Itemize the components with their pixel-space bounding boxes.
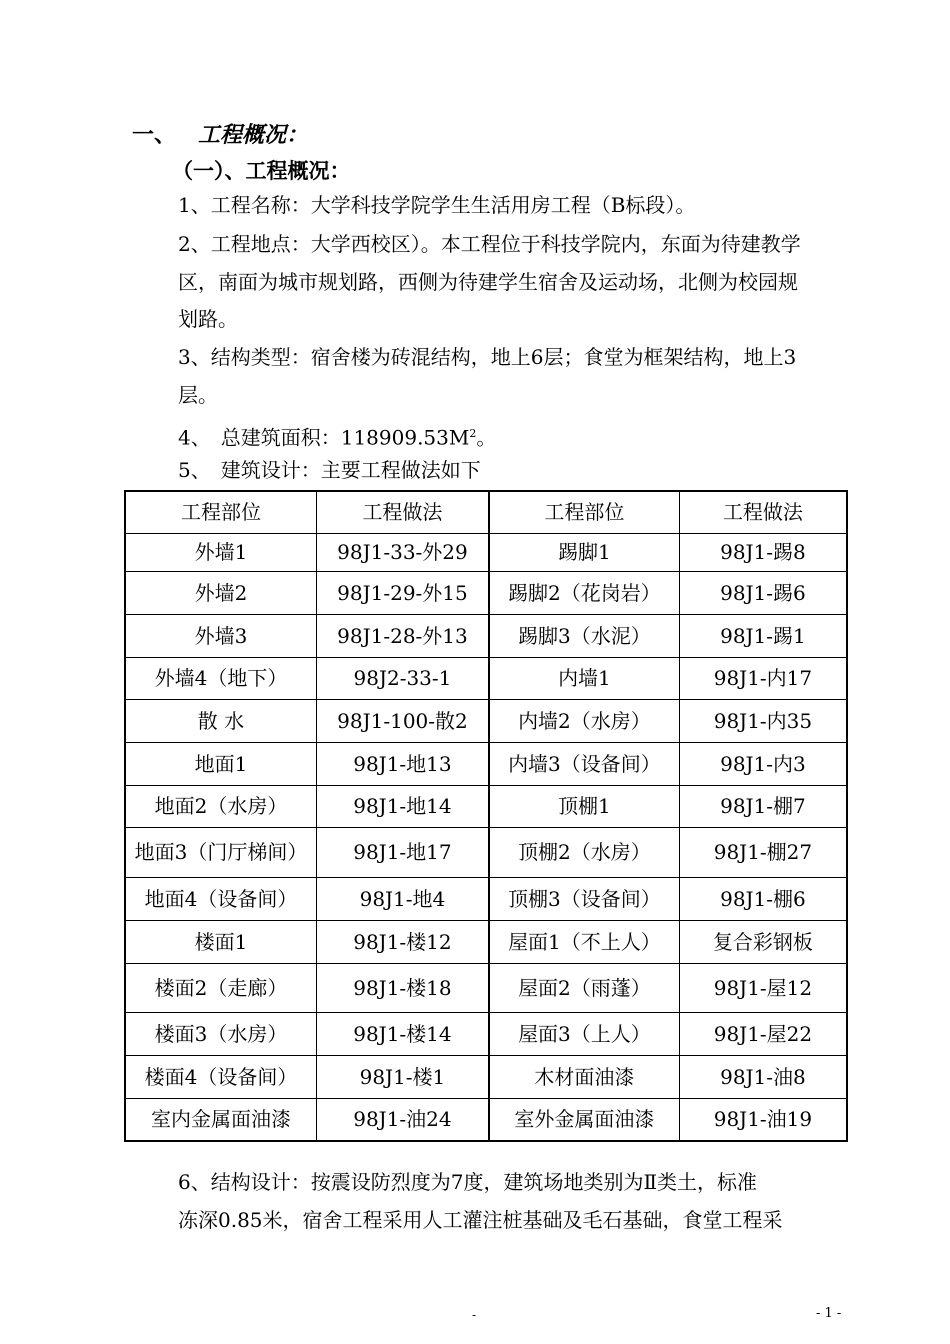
table-cell: 98J1-内17 — [679, 657, 847, 699]
table-cell: 地面1 — [125, 742, 316, 785]
table-header-cell: 工程做法 — [679, 491, 847, 533]
project-location-line-2: 区，南面为城市规划路，西侧为待建学生宿舍及运动场，北侧为校园规 — [178, 270, 798, 294]
table-row — [125, 1055, 847, 1098]
table-row — [125, 657, 847, 699]
table-cell: 98J1-楼14 — [316, 1012, 489, 1055]
project-location-line-3: 划路。 — [178, 307, 238, 331]
table-cell: 内墙3（设备间） — [489, 742, 679, 785]
table-cell: 98J1-油24 — [316, 1098, 489, 1141]
total-area-text: 4、 总建筑面积：118909.53M — [178, 425, 470, 450]
table-cell: 散 水 — [125, 699, 316, 742]
table-row — [125, 963, 847, 1012]
table-cell: 屋面2（雨蓬） — [489, 963, 679, 1012]
table-row — [125, 571, 847, 614]
table-cell: 98J1-棚27 — [679, 827, 847, 877]
architectural-design-line: 5、 建筑设计：主要工程做法如下 — [178, 458, 481, 482]
subsection-heading: （一）、工程概况： — [172, 158, 351, 183]
table-cell: 木材面油漆 — [489, 1055, 679, 1098]
table-header-row — [125, 491, 847, 533]
table-header-cell: 工程部位 — [489, 491, 679, 533]
table-row — [125, 827, 847, 877]
table-cell: 顶棚3（设备间） — [489, 877, 679, 920]
section-title: 工程概况： — [198, 122, 309, 148]
table-cell: 98J1-29-外15 — [316, 571, 489, 614]
table-row — [125, 614, 847, 657]
table-cell: 室内金属面油漆 — [125, 1098, 316, 1141]
table-cell: 98J1-内35 — [679, 699, 847, 742]
table-cell: 复合彩钢板 — [679, 920, 847, 963]
table-cell: 顶棚2（水房） — [489, 827, 679, 877]
table-cell: 地面4（设备间） — [125, 877, 316, 920]
table-header-cell: 工程做法 — [316, 491, 489, 533]
table-cell: 98J1-屋12 — [679, 963, 847, 1012]
structural-design-line-2: 冻深0.85米，宿舍工程采用人工灌注桩基础及毛石基础，食堂工程采 — [178, 1208, 783, 1232]
table-cell: 屋面1（不上人） — [489, 920, 679, 963]
table-cell: 98J1-棚6 — [679, 877, 847, 920]
table-cell: 98J1-楼1 — [316, 1055, 489, 1098]
table-cell: 地面2（水房） — [125, 785, 316, 827]
table-row — [125, 699, 847, 742]
table-cell: 98J1-油19 — [679, 1098, 847, 1141]
structure-type-line-2: 层。 — [178, 383, 218, 407]
table-cell: 98J1-28-外13 — [316, 614, 489, 657]
table-cell: 内墙1 — [489, 657, 679, 699]
table-cell: 98J1-地14 — [316, 785, 489, 827]
table-row — [125, 742, 847, 785]
project-location-line-1: 2、工程地点：大学西校区）。本工程位于科技学院内，东面为待建教学 — [178, 232, 801, 256]
table-row — [125, 920, 847, 963]
table-cell: 外墙2 — [125, 571, 316, 614]
table-cell: 98J1-油8 — [679, 1055, 847, 1098]
structural-design-line-1: 6、结构设计：按震设防烈度为7度，建筑场地类别为Ⅱ类土，标准 — [178, 1170, 758, 1194]
table-row — [125, 1098, 847, 1141]
table-cell: 98J1-地17 — [316, 827, 489, 877]
table-cell: 外墙4（地下） — [125, 657, 316, 699]
area-superscript: 2 — [469, 427, 477, 440]
table-header-cell: 工程部位 — [125, 491, 316, 533]
table-row — [125, 785, 847, 827]
table-cell: 地面3（门厅梯间） — [125, 827, 316, 877]
table-row — [125, 1012, 847, 1055]
table-cell: 98J1-棚7 — [679, 785, 847, 827]
table-cell: 98J1-地13 — [316, 742, 489, 785]
table-cell: 楼面3（水房） — [125, 1012, 316, 1055]
section-number: 一、 — [132, 122, 177, 148]
table-cell: 楼面1 — [125, 920, 316, 963]
table-cell: 楼面4（设备间） — [125, 1055, 316, 1098]
table-cell: 98J1-屋22 — [679, 1012, 847, 1055]
table-cell: 顶棚1 — [489, 785, 679, 827]
table-cell: 室外金属面油漆 — [489, 1098, 679, 1141]
table-cell: 98J1-100-散2 — [316, 699, 489, 742]
structure-type-line-1: 3、结构类型：宿舍楼为砖混结构，地上6层；食堂为框架结构，地上3 — [178, 345, 797, 369]
table-cell: 98J1-内3 — [679, 742, 847, 785]
table-cell: 98J1-楼18 — [316, 963, 489, 1012]
table-cell: 内墙2（水房） — [489, 699, 679, 742]
table-cell: 踢脚2（花岗岩） — [489, 571, 679, 614]
table-cell: 屋面3（上人） — [489, 1012, 679, 1055]
table-cell: 踢脚3（水泥） — [489, 614, 679, 657]
page-number: - 1 - — [816, 1306, 842, 1321]
total-area-suffix: 。 — [476, 425, 497, 450]
footer-dash: - — [472, 1308, 477, 1322]
table-cell: 踢脚1 — [489, 533, 679, 571]
table-row — [125, 533, 847, 571]
table-cell: 外墙3 — [125, 614, 316, 657]
table-cell: 98J1-楼12 — [316, 920, 489, 963]
table-row — [125, 877, 847, 920]
table-cell: 98J1-踢8 — [679, 533, 847, 571]
project-name-line: 1、工程名称：大学科技学院学生生活用房工程（B标段）。 — [178, 193, 696, 217]
table-cell: 98J1-踢1 — [679, 614, 847, 657]
table-cell: 98J1-踢6 — [679, 571, 847, 614]
table-cell: 楼面2（走廊） — [125, 963, 316, 1012]
table-cell: 98J2-33-1 — [316, 657, 489, 699]
table-cell: 98J1-33-外29 — [316, 533, 489, 571]
table-cell: 外墙1 — [125, 533, 316, 571]
section-heading — [132, 118, 308, 149]
table-cell: 98J1-地4 — [316, 877, 489, 920]
construction-methods-table — [124, 490, 848, 1142]
